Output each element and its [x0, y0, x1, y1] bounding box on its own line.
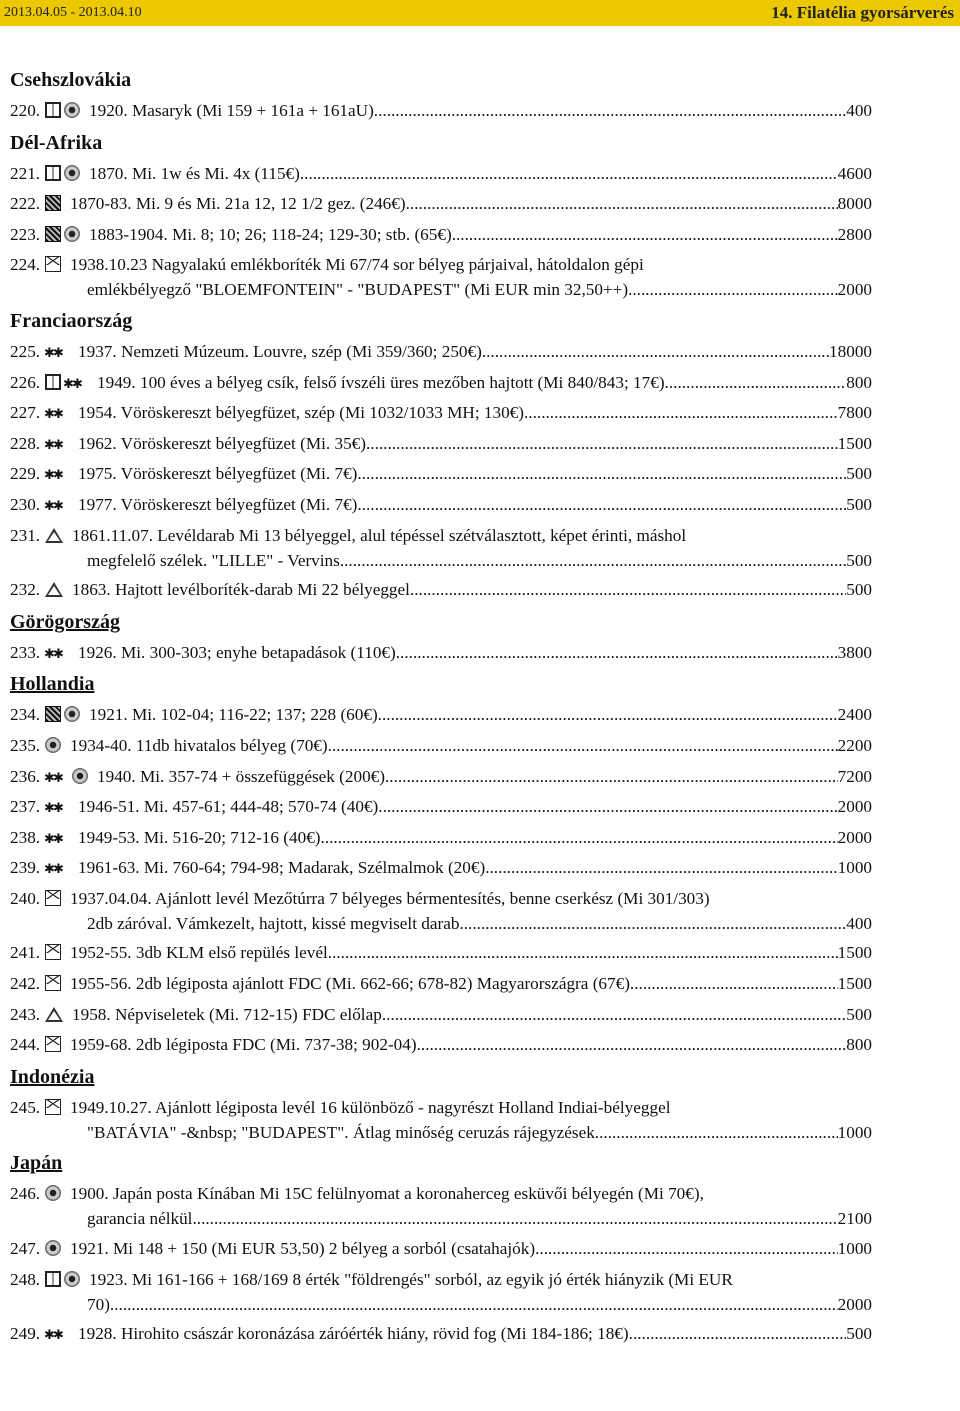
leader-dots — [328, 733, 838, 759]
used-stamp-icon — [45, 1240, 61, 1256]
lot-number: 231. — [10, 525, 41, 545]
leader-dots — [535, 1236, 838, 1262]
used-stamp-icon — [72, 768, 88, 784]
lot-price: 4600 — [837, 163, 872, 183]
lot-number: 225. — [10, 341, 41, 361]
used-stamp-icon — [64, 1271, 80, 1287]
lot-price: 8000 — [837, 194, 872, 214]
mint-stamp-icon — [64, 374, 88, 390]
mint-stamp-icon — [45, 496, 69, 512]
lot-item — [10, 523, 872, 573]
mint-stamp-icon — [45, 859, 69, 875]
lot-item — [10, 1236, 872, 1262]
lot-number: 247. — [10, 1239, 41, 1259]
lot-description: 1861.11.07. Levéldarab Mi 13 bélyeggel, alul tépéssel szétválasztott, képet érinti, máshol — [72, 525, 687, 545]
lot-item — [10, 794, 872, 820]
stamp-pair-icon — [45, 195, 61, 211]
lot-description: 1940. Mi. 357-74 + összefüggések (200€) — [97, 766, 385, 786]
lot-number: 239. — [10, 858, 41, 878]
mint-stamp-icon — [45, 343, 69, 359]
lot-number: 229. — [10, 464, 41, 484]
leader-dots — [357, 492, 846, 518]
lot-description: 1954. Vöröskereszt bélyegfüzet, szép (Mi 1032/1033 MH; 130€) — [78, 403, 524, 423]
lot-price: 500 — [846, 494, 872, 514]
lot-price: 2000 — [837, 797, 872, 817]
auction-dates: 2013.04.05 - 2013.04.10 — [4, 5, 142, 20]
lot-number: 224. — [10, 255, 41, 275]
leader-dots — [665, 370, 847, 396]
lot-price: 1000 — [837, 1122, 872, 1142]
lot-price: 1500 — [837, 974, 872, 994]
lot-price: 1000 — [837, 1239, 872, 1259]
lot-number: 249. — [10, 1324, 41, 1344]
lot-item — [10, 1032, 872, 1058]
lot-number: 233. — [10, 642, 41, 662]
leader-dots — [452, 222, 838, 248]
lot-number: 220. — [10, 101, 41, 120]
lot-price: 3800 — [837, 642, 872, 662]
lot-item — [10, 1267, 872, 1317]
lot-number: 222. — [10, 194, 41, 214]
lot-item — [10, 640, 872, 666]
lot-item — [10, 161, 872, 187]
leader-dots — [197, 1206, 838, 1231]
leader-dots — [482, 339, 829, 365]
envelope-icon — [45, 256, 61, 272]
lot-price: 400 — [846, 913, 872, 933]
stamp-piece-icon — [45, 528, 63, 543]
lot-number: 242. — [10, 974, 41, 994]
leader-dots — [382, 1002, 846, 1028]
lot-description: 1900. Japán posta Kínában Mi 15C felülnyomat a koronaherceg esküvői bélyegén (Mi 70€), — [70, 1184, 704, 1204]
leader-dots — [410, 577, 846, 603]
used-stamp-icon — [64, 102, 80, 118]
lot-item — [10, 191, 872, 217]
lot-item — [10, 400, 872, 426]
lot-description: 1961-63. Mi. 760-64; 794-98; Madarak, Szélmalmok (20€) — [78, 858, 486, 878]
leader-dots — [385, 764, 838, 790]
used-stamp-icon — [64, 165, 80, 181]
lot-item — [10, 461, 872, 487]
lot-price: 500 — [846, 580, 872, 600]
stamp-pair-icon — [45, 706, 61, 722]
mint-stamp-icon — [45, 1325, 69, 1341]
lot-description: 2db záróval. Vámkezelt, hajtott, kissé megviselt darab. — [87, 913, 464, 933]
lot-number: 244. — [10, 1035, 41, 1055]
lot-description: 1937.04.04. Ajánlott levél Mezőtúrra 7 bélyeges bérmentesítés, benne cserkész (Mi 301/303) — [70, 888, 710, 908]
leader-dots — [485, 855, 837, 881]
lot-price: 400 — [846, 101, 872, 120]
envelope-icon — [45, 890, 61, 906]
lot-price: 2400 — [837, 705, 872, 725]
lot-description: 1921. Mi 148 + 150 (Mi EUR 53,50) 2 bélyeg a sorból (csatahajók) — [70, 1239, 536, 1259]
lot-item — [10, 855, 872, 881]
auction-title: 14. Filatélia gyorsárverés — [771, 3, 954, 22]
lot-description: 1870. Mi. 1w és Mi. 4x (115€) — [89, 163, 300, 183]
lot-number: 221. — [10, 163, 41, 183]
leader-dots — [378, 702, 838, 728]
leader-dots — [366, 431, 838, 457]
leader-dots — [328, 940, 838, 966]
lot-item — [10, 222, 872, 248]
leader-dots — [110, 1292, 838, 1317]
mint-stamp-icon — [45, 465, 69, 481]
section-heading: Indonézia — [10, 1065, 95, 1088]
lot-item — [10, 940, 872, 966]
envelope-icon — [45, 1036, 61, 1052]
section-heading: Franciaország — [10, 309, 133, 332]
lot-price: 1500 — [837, 943, 872, 963]
lot-number: 234. — [10, 705, 41, 725]
lot-description: emlékbélyegző "BLOEMFONTEIN" - "BUDAPEST" (Mi EUR min 32,50++) — [87, 280, 629, 300]
used-stamp-icon — [64, 226, 80, 242]
lot-number: 227. — [10, 403, 41, 423]
lot-number: 230. — [10, 494, 41, 514]
lot-item — [10, 339, 872, 365]
lot-number: 246. — [10, 1184, 41, 1204]
lot-item — [10, 252, 872, 302]
lot-item — [10, 1095, 872, 1145]
lot-item — [10, 971, 872, 997]
lot-price: 800 — [846, 1035, 872, 1055]
lot-number: 226. — [10, 372, 41, 392]
leader-dots — [629, 1321, 847, 1347]
lot-item — [10, 492, 872, 518]
lot-description: 1928. Hirohito császár koronázása záróérték hiány, rövid fog (Mi 184-186; 18€) — [78, 1324, 629, 1344]
lot-price: 7200 — [837, 766, 872, 786]
leader-dots — [406, 191, 838, 217]
lot-description: 1952-55. 3db KLM első repülés levél — [70, 943, 328, 963]
lot-description: 1946-51. Mi. 457-61; 444-48; 570-74 (40€) — [78, 797, 379, 817]
stamp-piece-icon — [45, 582, 63, 597]
lot-description: 1949.10.27. Ajánlott légiposta levél 16 különböző - nagyrészt Holland Indiai-bélyeggel — [70, 1097, 671, 1117]
lot-description: megfelelő szélek. "LILLE" - Vervins — [87, 550, 340, 570]
stamp-block-icon — [45, 165, 61, 181]
lot-number: 235. — [10, 735, 41, 755]
envelope-icon — [45, 1099, 61, 1115]
stamp-block-icon — [45, 374, 61, 390]
lot-item — [10, 1321, 872, 1347]
lot-item — [10, 702, 872, 728]
leader-dots — [321, 825, 838, 851]
mint-stamp-icon — [45, 435, 69, 451]
lot-item — [10, 764, 872, 790]
lot-description: 1959-68. 2db légiposta FDC (Mi. 737-38; 902-04) — [70, 1035, 417, 1055]
lot-description: 1923. Mi 161-166 + 168/169 8 érték "földrengés" sorból, az egyik jó érték hiányzik (Mi EUR — [89, 1269, 733, 1289]
lot-description: 1975. Vöröskereszt bélyegfüzet (Mi. 7€) — [78, 464, 358, 484]
stamp-piece-icon — [45, 1007, 63, 1022]
mint-stamp-icon — [45, 644, 69, 660]
mint-stamp-icon — [45, 798, 69, 814]
mint-stamp-icon — [45, 768, 69, 784]
lot-item — [10, 733, 872, 759]
lot-number: 223. — [10, 224, 41, 244]
section-heading: Görögország — [10, 610, 120, 633]
envelope-icon — [45, 944, 61, 960]
lot-number: 232. — [10, 580, 41, 600]
lot-description: 1920. Masaryk (Mi 159 + 161a + 161aU) — [89, 101, 374, 120]
lot-description: 1870-83. Mi. 9 és Mi. 21a 12, 12 1/2 gez. (246€) — [70, 194, 406, 214]
lot-number: 237. — [10, 797, 41, 817]
lot-price: 2100 — [837, 1209, 872, 1229]
lot-number: 248. — [10, 1269, 41, 1289]
used-stamp-icon — [45, 737, 61, 753]
lot-item — [10, 1181, 872, 1231]
lot-description: 1962. Vöröskereszt bélyegfüzet (Mi. 35€) — [78, 433, 366, 453]
lot-number: 236. — [10, 766, 41, 786]
leader-dots — [628, 277, 838, 302]
leader-dots — [300, 161, 838, 187]
envelope-icon — [45, 975, 61, 991]
lot-price: 500 — [846, 464, 872, 484]
lot-item — [10, 1002, 872, 1028]
lot-price: 2000 — [837, 1294, 872, 1314]
leader-dots — [464, 911, 846, 936]
lot-price: 2200 — [837, 735, 872, 755]
used-stamp-icon — [64, 706, 80, 722]
leader-dots — [524, 400, 838, 426]
lot-number: 241. — [10, 943, 41, 963]
lot-price: 2800 — [837, 224, 872, 244]
section-heading: Hollandia — [10, 673, 95, 696]
used-stamp-icon — [45, 1185, 61, 1201]
lot-item — [10, 370, 872, 396]
lot-price: 500 — [846, 1324, 872, 1344]
mint-stamp-icon — [45, 404, 69, 420]
lot-number: 245. — [10, 1097, 41, 1117]
section-heading: Japán — [10, 1152, 63, 1175]
lot-description: "BATÁVIA" -&nbsp; "BUDAPEST". Átlag minőség ceruzás rájegyzések — [87, 1122, 595, 1142]
stamp-block-icon — [45, 102, 61, 118]
lot-description: 1883-1904. Mi. 8; 10; 26; 118-24; 129-30; stb. (65€) — [89, 224, 452, 244]
leader-dots — [374, 98, 846, 124]
leader-dots — [357, 461, 846, 487]
lot-price: 18000 — [829, 341, 872, 361]
leader-dots — [396, 640, 838, 666]
lot-price: 1500 — [837, 433, 872, 453]
page-header — [0, 0, 960, 26]
leader-dots — [595, 1120, 838, 1145]
lot-item — [10, 577, 872, 603]
lot-item — [10, 98, 872, 124]
lot-number: 228. — [10, 433, 41, 453]
stamp-block-icon — [45, 1271, 61, 1287]
leader-dots — [417, 1032, 847, 1058]
section-heading: Csehszlovákia — [10, 69, 132, 91]
lot-description: 1938.10.23 Nagyalakú emlékboríték Mi 67/74 sor bélyeg párjaival, hátoldalon gépi — [70, 255, 644, 275]
lot-item — [10, 825, 872, 851]
lot-item — [10, 431, 872, 457]
lot-price: 1000 — [837, 858, 872, 878]
mint-stamp-icon — [45, 829, 69, 845]
lot-item — [10, 886, 872, 936]
lot-description: garancia nélkül. — [87, 1209, 197, 1229]
stamp-pair-icon — [45, 226, 61, 242]
lot-description: 1955-56. 2db légiposta ajánlott FDC (Mi. 662-66; 678-82) Magyarországra (67€) — [70, 974, 630, 994]
leader-dots — [630, 971, 838, 997]
lot-description: 1937. Nemzeti Múzeum. Louvre, szép (Mi 359/360; 250€) — [78, 341, 482, 361]
lot-description: 1958. Népviseletek (Mi. 712-15) FDC előlap — [72, 1004, 382, 1024]
lot-number: 238. — [10, 827, 41, 847]
lot-price: 500 — [846, 1004, 872, 1024]
section-heading: Dél-Afrika — [10, 131, 103, 154]
lot-list — [10, 64, 872, 1352]
lot-description: 1977. Vöröskereszt bélyegfüzet (Mi. 7€) — [78, 494, 358, 514]
lot-description: 1921. Mi. 102-04; 116-22; 137; 228 (60€) — [89, 705, 378, 725]
lot-price: 800 — [846, 372, 872, 392]
leader-dots — [340, 548, 846, 573]
lot-number: 243. — [10, 1004, 41, 1024]
lot-price: 2000 — [837, 280, 872, 300]
lot-price: 2000 — [837, 827, 872, 847]
leader-dots — [378, 794, 837, 820]
lot-description: 1949. 100 éves a bélyeg csík, felső ívszéli üres mezőben hajtott (Mi 840/843; 17€) — [97, 372, 665, 392]
lot-description: 1863. Hajtott levélboríték-darab Mi 22 bélyeggel — [72, 580, 410, 600]
lot-number: 240. — [10, 888, 41, 908]
lot-description: 70) — [87, 1294, 110, 1314]
lot-description: 1949-53. Mi. 516-20; 712-16 (40€) — [78, 827, 321, 847]
lot-price: 7800 — [837, 403, 872, 423]
lot-description: 1934-40. 11db hivatalos bélyeg (70€) — [70, 735, 328, 755]
lot-price: 500 — [846, 550, 872, 570]
lot-description: 1926. Mi. 300-303; enyhe betapadások (110€) — [78, 642, 396, 662]
